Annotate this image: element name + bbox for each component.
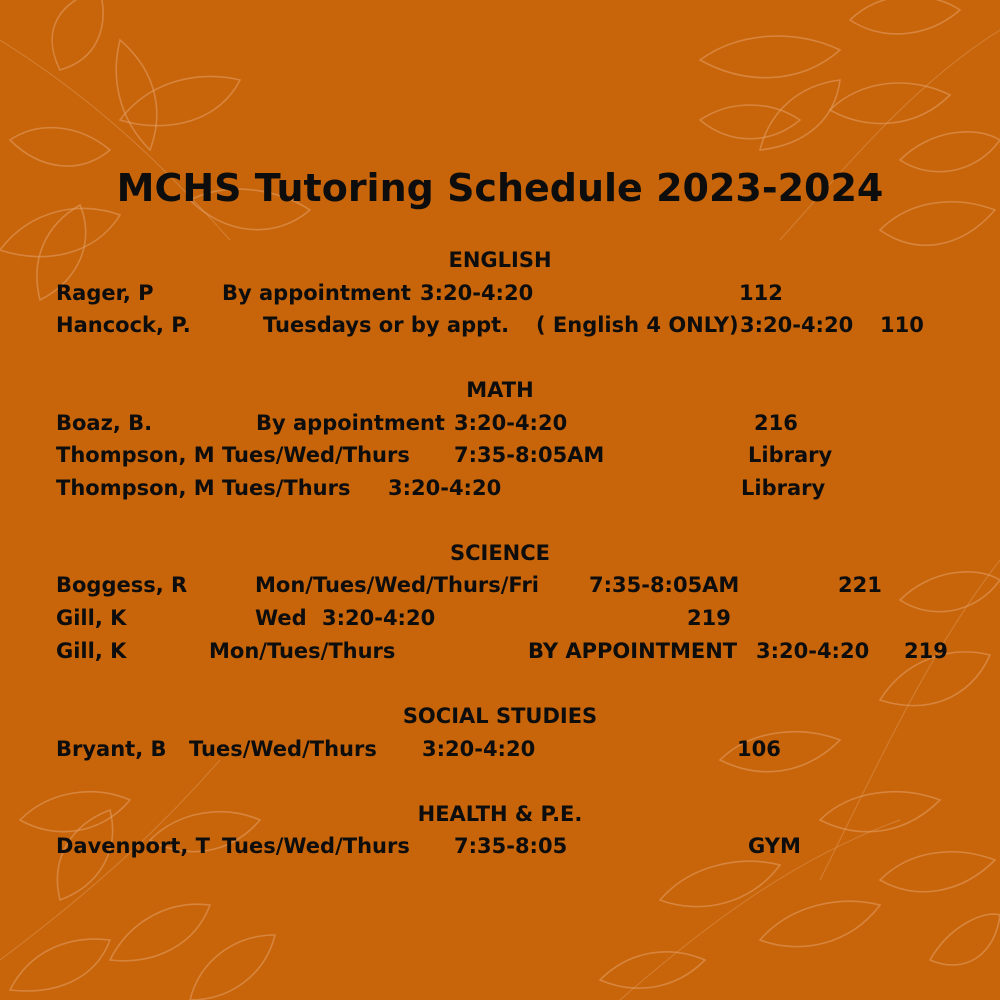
tutor-days: Wed <box>255 606 307 630</box>
tutor-room: 112 <box>739 281 783 305</box>
tutor-name: Hancock, P. <box>56 313 191 337</box>
tutor-time: 7:35-8:05AM <box>589 573 740 597</box>
tutor-room: 221 <box>838 573 882 597</box>
tutor-time: 3:20-4:20 <box>322 606 436 630</box>
tutor-name: Thompson, M <box>56 443 215 467</box>
tutor-days: Mon/Tues/Wed/Thurs/Fri <box>255 573 539 597</box>
tutor-name: Gill, K <box>56 639 127 663</box>
tutor-name: Boaz, B. <box>56 411 153 435</box>
tutor-name: Bryant, B <box>56 737 167 761</box>
tutor-room: Library <box>748 443 833 467</box>
section-header-health-pe: HEALTH & P.E. <box>417 802 583 826</box>
section-header-math: MATH <box>466 378 534 402</box>
tutor-note: ( English 4 ONLY) <box>536 313 739 337</box>
tutor-note: BY APPOINTMENT <box>528 639 738 663</box>
section-header-english: ENGLISH <box>448 248 552 272</box>
tutor-name: Davenport, T <box>56 834 210 858</box>
tutor-days: By appointment <box>222 281 411 305</box>
tutor-time: 3:20-4:20 <box>740 313 854 337</box>
tutor-time: 3:20-4:20 <box>388 476 502 500</box>
tutor-time: 7:35-8:05 <box>454 834 568 858</box>
tutor-time: 3:20-4:20 <box>422 737 536 761</box>
tutor-name: Rager, P <box>56 281 154 305</box>
tutor-time: 7:35-8:05AM <box>454 443 605 467</box>
tutor-room: 106 <box>737 737 781 761</box>
tutor-room: 110 <box>880 313 924 337</box>
section-header-science: SCIENCE <box>449 541 551 565</box>
tutor-days: Tues/Wed/Thurs <box>222 443 410 467</box>
section-header-social-studies: SOCIAL STUDIES <box>402 704 598 728</box>
tutor-time: 3:20-4:20 <box>420 281 534 305</box>
tutor-name: Thompson, M <box>56 476 215 500</box>
tutor-room: 219 <box>687 606 731 630</box>
page-title: MCHS Tutoring Schedule 2023-2024 <box>116 166 884 210</box>
tutor-days: Tuesdays or by appt. <box>263 313 510 337</box>
tutor-room: Library <box>741 476 826 500</box>
tutor-name: Gill, K <box>56 606 127 630</box>
tutor-room: GYM <box>748 834 801 858</box>
tutor-room: 219 <box>904 639 948 663</box>
tutor-days: Mon/Tues/Thurs <box>209 639 396 663</box>
tutor-time: 3:20-4:20 <box>756 639 870 663</box>
tutor-days: Tues/Wed/Thurs <box>222 834 410 858</box>
tutor-days: By appointment <box>256 411 445 435</box>
tutor-time: 3:20-4:20 <box>454 411 568 435</box>
tutor-days: Tues/Wed/Thurs <box>189 737 377 761</box>
tutor-name: Boggess, R <box>56 573 188 597</box>
tutor-room: 216 <box>754 411 798 435</box>
tutor-days: Tues/Thurs <box>222 476 351 500</box>
